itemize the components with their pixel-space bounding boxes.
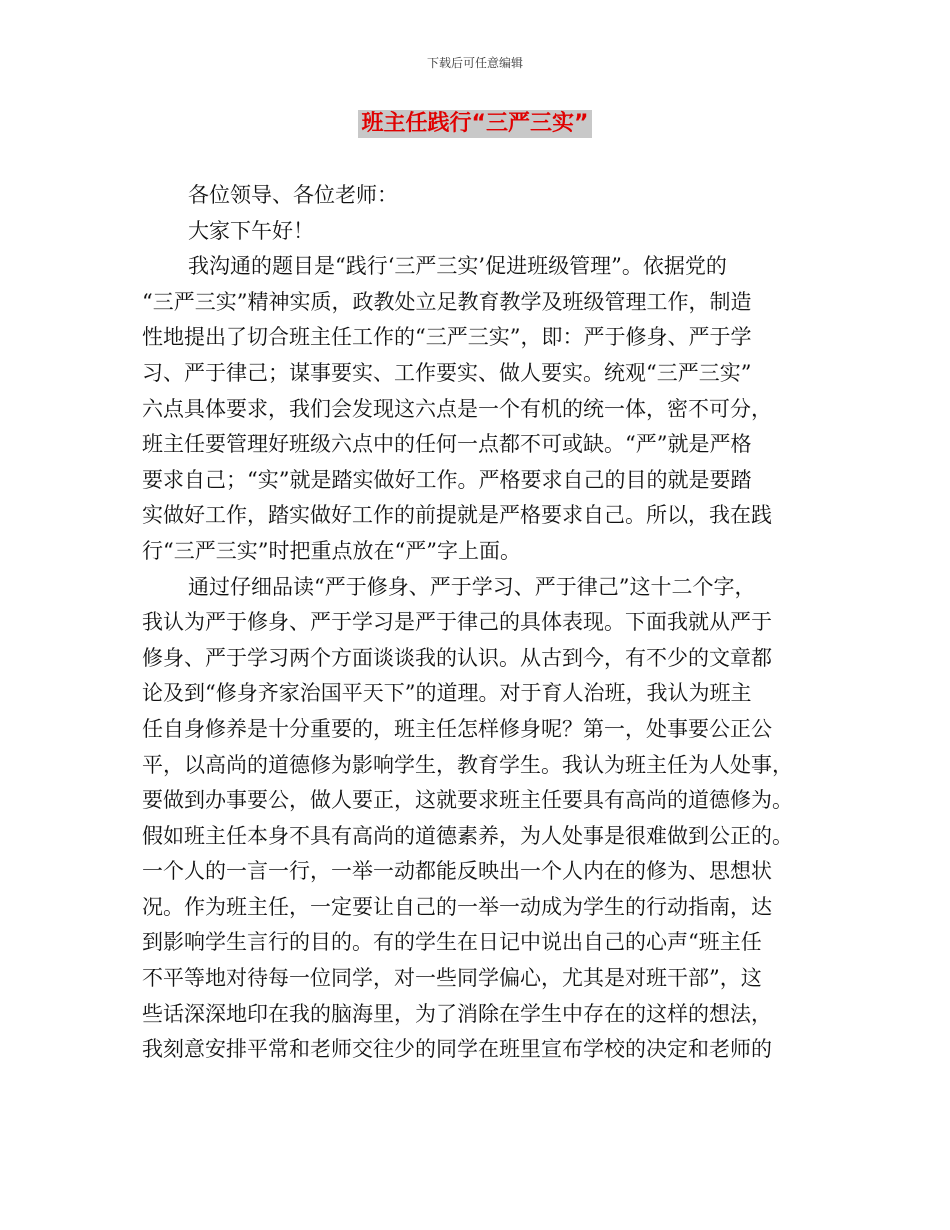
- paragraph-line: 到影响学生言行的目的。有的学生在日记中说出自己的心声“班主任: [142, 930, 762, 955]
- paragraph-line: 任自身修养是十分重要的，班主任怎样修身呢？第一，处事要公正公: [142, 716, 772, 741]
- paragraph-line: 况。作为班主任，一定要让自己的一举一动成为学生的行动指南，达: [142, 894, 772, 919]
- paragraph-line: 我认为严于修身、严于学习是严于律己的具体表现。下面我就从严于: [142, 610, 772, 635]
- paragraph-line: 习、严于律己；谋事要实、工作要实、做人要实。统观“三严三实”: [142, 360, 752, 385]
- document-body: [142, 178, 810, 1068]
- paragraph-line: 平，以高尚的道德修为影响学生，教育学生。我认为班主任为人处事，: [142, 752, 793, 777]
- document-title: 班主任践行“三严三实”: [358, 110, 593, 138]
- paragraph-line: 修身、严于学习两个方面谈谈我的认识。从古到今，有不少的文章都: [142, 645, 772, 670]
- paragraph-line: 要求自己；“实”就是踏实做好工作。严格要求自己的目的就是要踏: [142, 467, 752, 492]
- paragraph-line: 不平等地对待每一位同学，对一些同学偏心，尤其是对班干部”，这: [142, 966, 762, 991]
- paragraph-line: 假如班主任本身不具有高尚的道德素养，为人处事是很难做到公正的。: [142, 823, 793, 848]
- paragraph-line: 我刻意安排平常和老师交往少的同学在班里宣布学校的决定和老师的: [142, 1037, 772, 1062]
- paragraph-line: 行“三严三实”时把重点放在“严”字上面。: [142, 538, 521, 563]
- paragraph-line: 我沟通的题目是“践行‘三严三实’促进班级管理”。依据党的: [188, 254, 727, 279]
- title-wrap: [0, 110, 950, 138]
- paragraph-line: 性地提出了切合班主任工作的“三严三实”，即：严于修身、严于学: [142, 325, 752, 350]
- paragraph-line: 论及到“修身齐家治国平天下”的道理。对于育人治班，我认为班主: [142, 681, 752, 706]
- greeting-line: 大家下午好！: [188, 218, 314, 243]
- paragraph-line: 班主任要管理好班级六点中的任何一点都不可或缺。“严”就是严格: [142, 432, 752, 457]
- paragraph-line: 实做好工作，踏实做好工作的前提就是严格要求自己。所以，我在践: [142, 503, 772, 528]
- paragraph-line: 一个人的一言一行，一举一动都能反映出一个人内在的修为、思想状: [142, 859, 772, 884]
- header-note: 下载后可任意编辑: [426, 56, 523, 70]
- greeting-line: 各位领导、各位老师：: [188, 183, 398, 207]
- paragraph-line: “三严三实”精神实质，政教处立足教育教学及班级管理工作，制造: [142, 289, 752, 314]
- paragraph-line: 六点具体要求，我们会发现这六点是一个有机的统一体，密不可分，: [142, 396, 772, 421]
- paragraph-line: 要做到办事要公，做人要正，这就要求班主任要具有高尚的道德修为。: [142, 788, 793, 813]
- paragraph-line: 通过仔细品读“严于修身、严于学习、严于律己”这十二个字，: [188, 574, 756, 599]
- paragraph-line: 些话深深地印在我的脑海里，为了消除在学生中存在的这样的想法，: [142, 1001, 772, 1026]
